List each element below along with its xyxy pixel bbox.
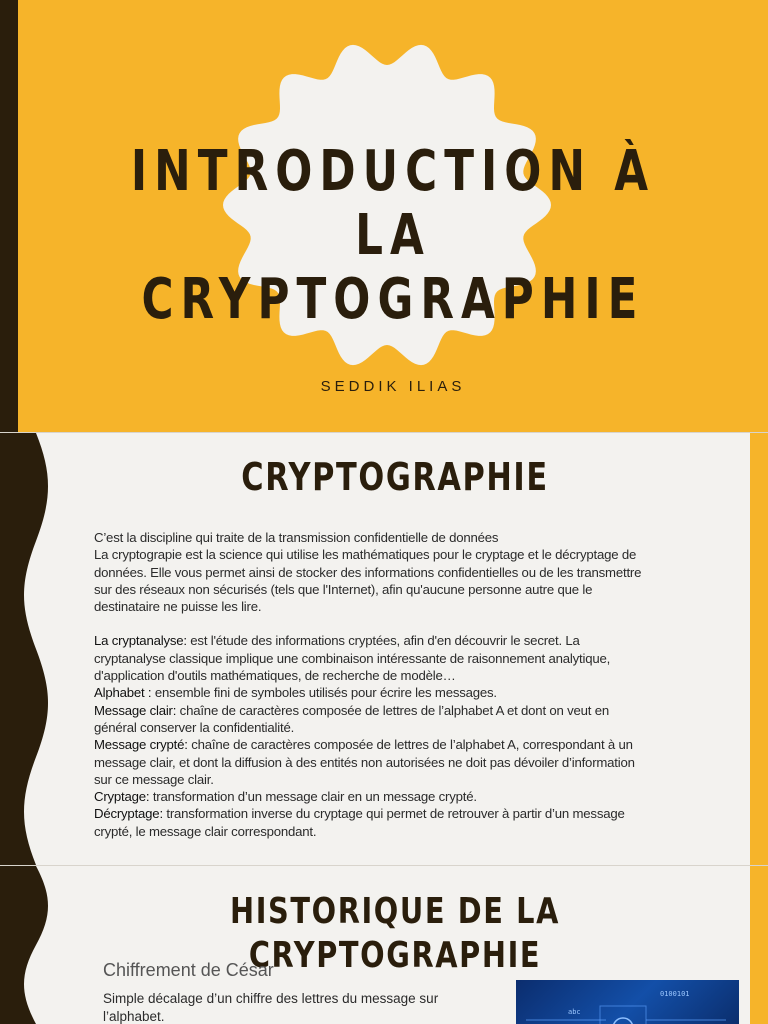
definition-text: transformation d’un message clair en un message crypté. [149,789,477,805]
definitions-slide [0,433,768,865]
definition-item [94,736,654,788]
slide-title: CRYPTOGRAPHIE [241,455,549,499]
author-name: SEDDIK ILIAS [320,378,466,395]
wave-border [0,433,60,865]
definition-term: La cryptanalyse: [94,633,187,649]
definition-term: Alphabet : [94,685,152,701]
definition-item [94,684,654,701]
title-line-2: CRYPTOGRAPHIE [141,267,645,332]
definition-text: chaîne de caractères composée de lettres de l’alphabet A, correspondant à un message clair, et dont la diffusion à des entités non autorisées ne doit pas dévoiler d’information sur ce message clair. [94,737,635,787]
definition-text: transformation inverse du cryptage qui permet de retrouver à partir d’un message crypté, le message clair correspondant. [94,806,625,839]
history-slide [0,866,768,1024]
section-subtitle: Chiffrement de César [103,960,274,980]
image-label: abc [568,1008,581,1016]
definition-text: est l'étude des informations cryptées, afin d'en découvrir le secret. La cryptanalyse classique implique une combinaison intéressante de raisonnement analytique, d'application d'outils mathématiques, de recherche de modèle… [94,633,611,684]
definition-item [94,632,654,684]
definition-item [94,788,654,805]
right-accent-bar [750,433,768,865]
definition-term: Message clair: [94,702,177,718]
intro-line: C’est la discipline qui traite de la transmission confidentielle de données [94,530,499,545]
left-accent-bar [0,0,18,432]
definition-term: Message crypté: [94,737,188,753]
section-text: Simple décalage d’un chiffre des lettres du message sur l’alphabet. [103,991,439,1024]
definition-term: Décryptage: [94,806,163,822]
wave-border [0,866,60,1024]
title-line-1: INTRODUCTION À LA [130,139,656,268]
definition-term: Cryptage: [94,789,150,805]
image-label: 0100101 [660,990,690,998]
circuit-lines-icon [516,980,739,1024]
presentation-title [101,140,686,332]
slide-body [94,529,654,840]
title-slide [0,0,768,432]
intro-paragraph: La cryptograpie est la science qui utilise les mathématiques pour le cryptage et le décryptage de données. Elle vous permet ainsi de stocker des informations confidentielles ou de les transmettre sur des réseaux non sécurisés (tels que l'Internet), afin qu'aucune personne autre que le destinataire ne puisse les lire. [94,547,642,615]
definition-text: chaîne de caractères composée de lettres de l’alphabet A et dont on veut en général conserver la confidentialité. [94,702,609,735]
definition-text: ensemble fini de symboles utilisés pour écrire les messages. [151,685,497,701]
slide-title: HISTORIQUE DE LA CRYPTOGRAPHIE [230,891,560,976]
definition-item [94,702,654,737]
right-accent-bar [750,866,768,1024]
encryption-illustration [516,980,739,1024]
definition-item [94,805,654,840]
